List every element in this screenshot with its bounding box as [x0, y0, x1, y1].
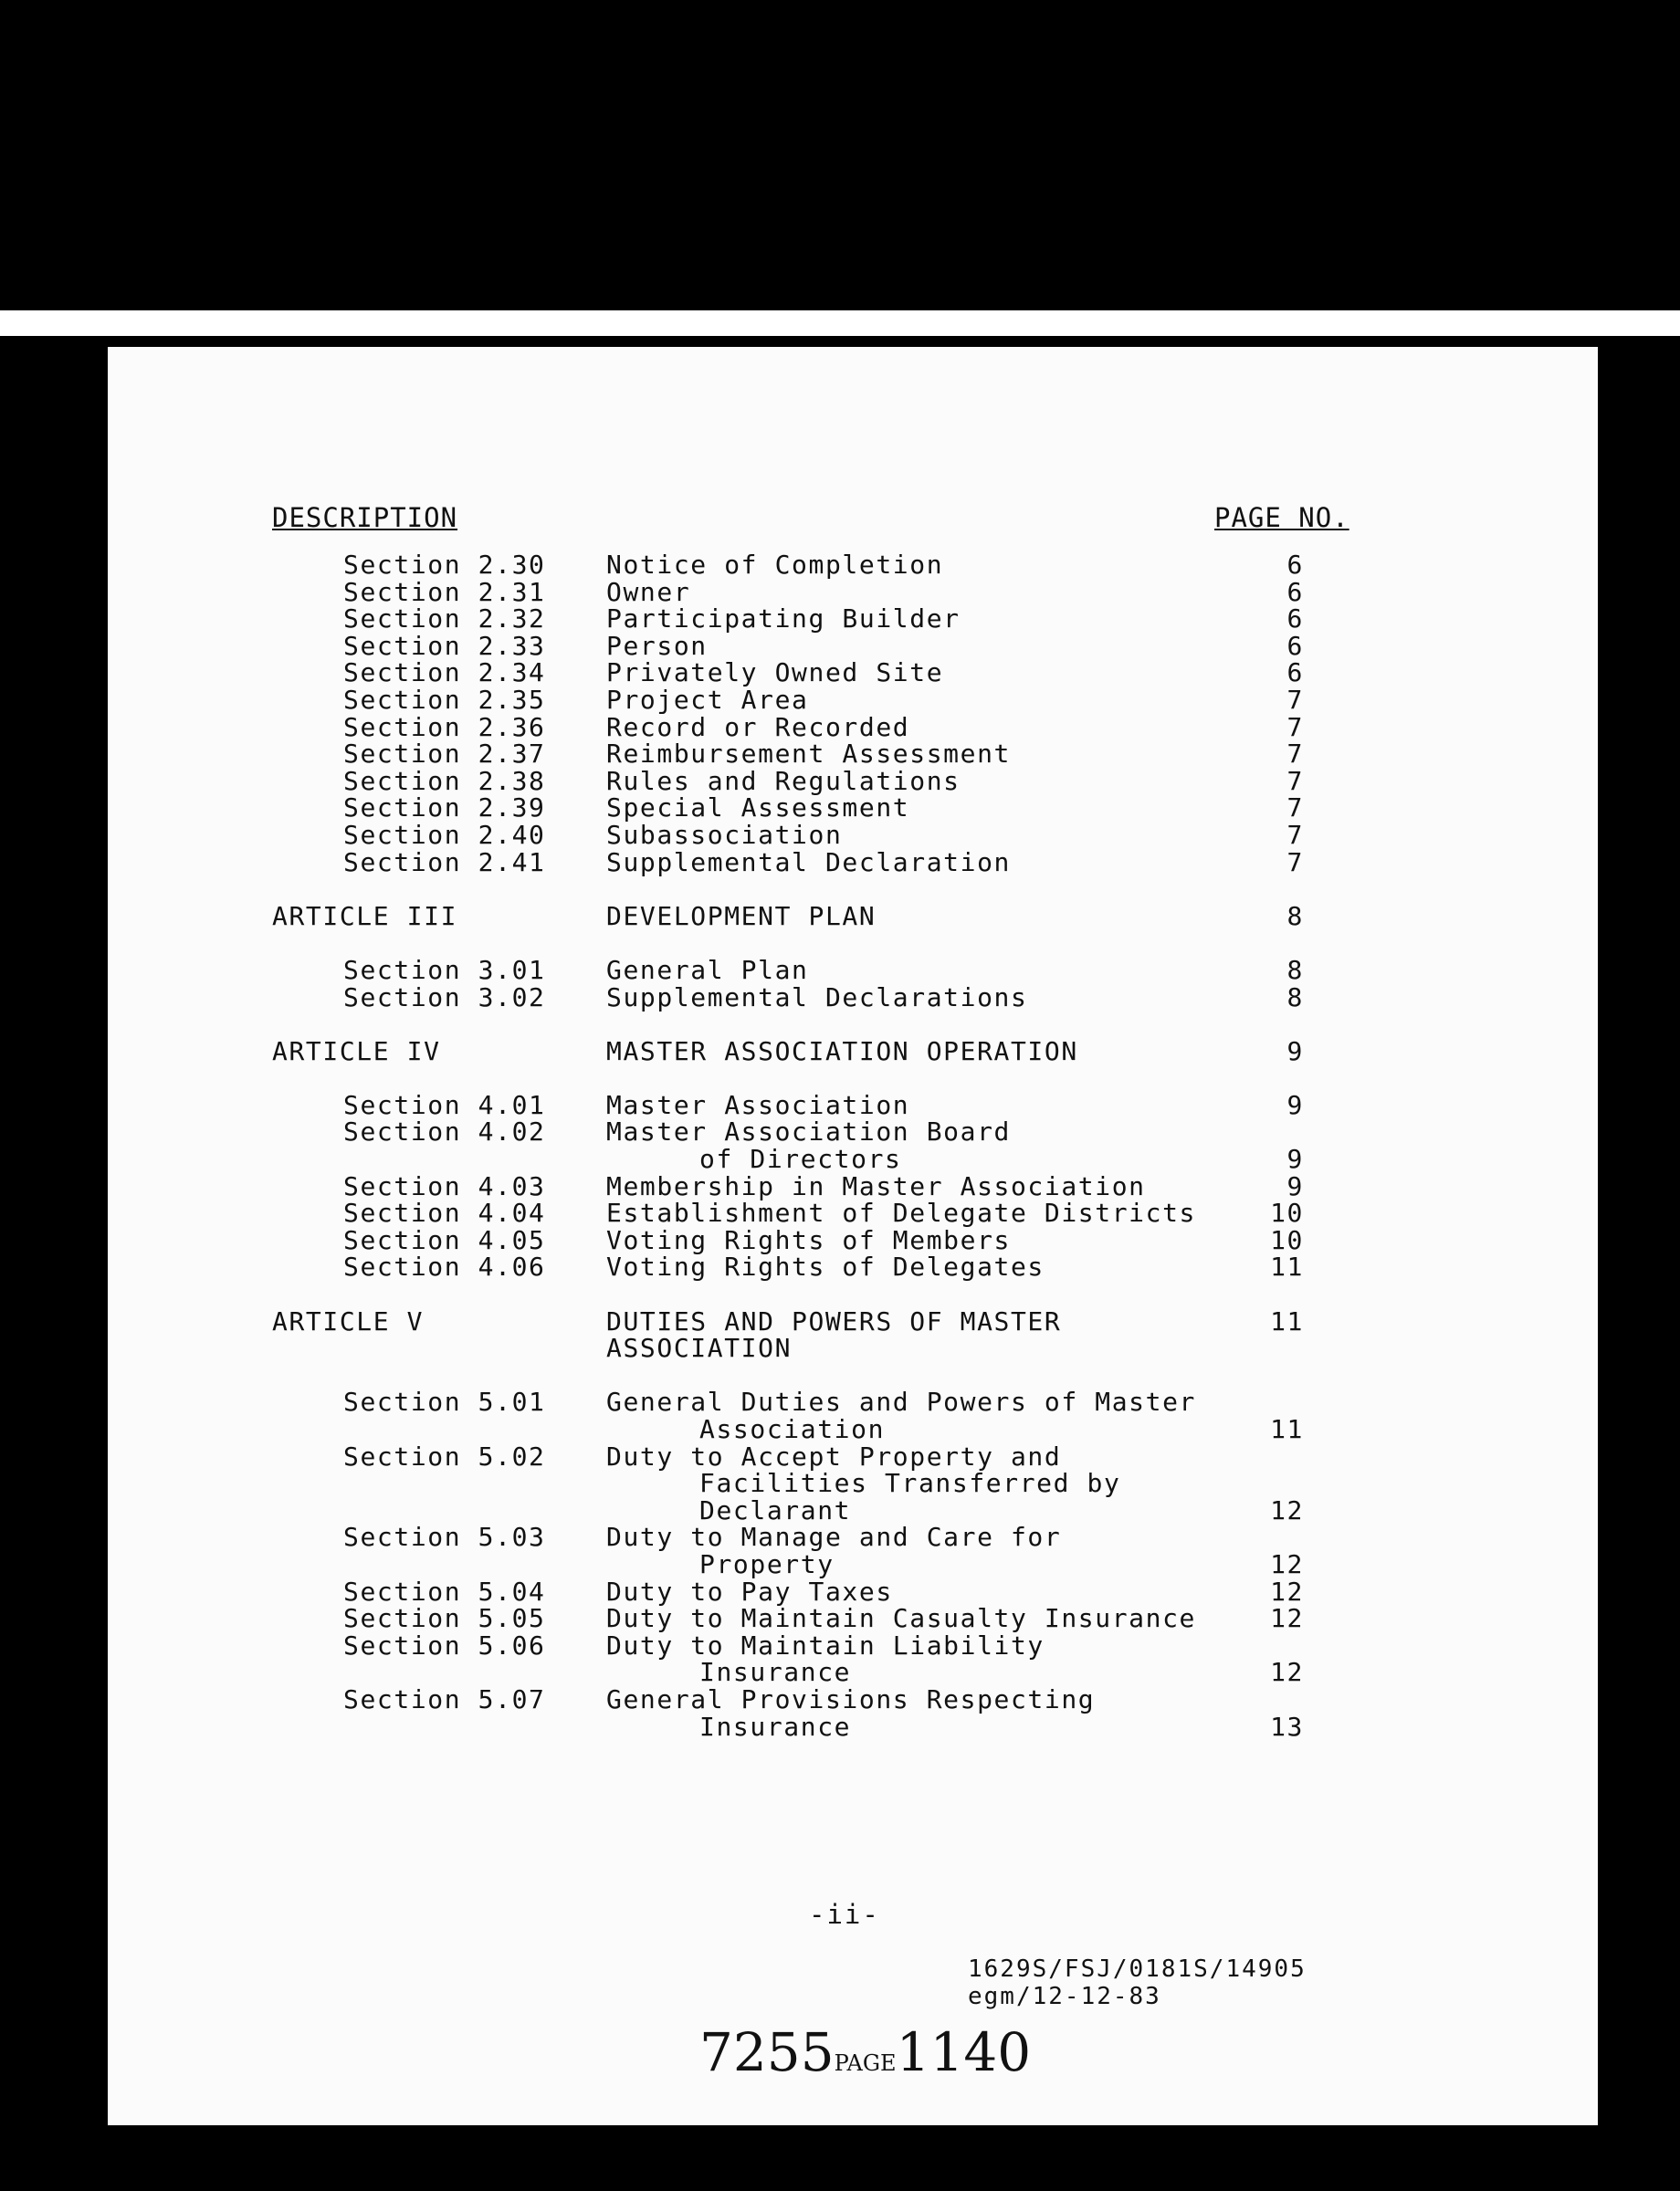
toc-row-continued	[108, 1549, 1598, 1577]
toc-label: Section 5.05	[343, 1603, 546, 1634]
article-title: DEVELOPMENT PLAN	[606, 900, 877, 931]
toc-title-continued: of Directors	[699, 1144, 902, 1175]
toc-page-number: 6	[1286, 576, 1304, 607]
toc-row	[108, 954, 1598, 985]
toc-page-number: 9	[1286, 1089, 1304, 1120]
toc-title: Project Area	[606, 684, 809, 715]
toc-row-continued	[108, 1468, 1598, 1499]
toc-page-number: 6	[1286, 550, 1304, 580]
toc-page-number: 11	[1270, 1252, 1304, 1283]
toc-page-number: 8	[1286, 954, 1304, 985]
description-heading: DESCRIPTION	[272, 502, 458, 533]
toc-page-number: 7	[1286, 739, 1304, 770]
toc-page-number: 12	[1270, 1494, 1304, 1525]
toc-label: Section 5.04	[343, 1576, 546, 1607]
toc-label: Section 5.06	[343, 1630, 546, 1661]
toc-label: Section 2.37	[343, 739, 546, 770]
toc-label: Section 2.33	[343, 630, 546, 661]
toc-title: Duty to Accept Property and	[606, 1441, 1062, 1472]
toc-page-number: 9	[1286, 1035, 1304, 1066]
toc-page-number: 10	[1270, 1198, 1304, 1229]
toc-title: Voting Rights of Delegates	[606, 1252, 1045, 1283]
page-no-heading: PAGE NO.	[1214, 502, 1349, 533]
toc-label: Section 2.32	[343, 603, 546, 634]
toc-row	[108, 576, 1598, 607]
toc-row	[108, 657, 1598, 688]
toc-title: Participating Builder	[606, 603, 961, 634]
toc-article-row	[108, 1305, 1598, 1337]
toc-page-number: 12	[1270, 1603, 1304, 1634]
toc-title: Duty to Manage and Care for	[606, 1522, 1062, 1553]
toc-page-number: 11	[1270, 1414, 1304, 1444]
toc-row	[108, 1171, 1598, 1199]
article-title-continued: ASSOCIATION	[606, 1333, 793, 1364]
article-label: ARTICLE III	[272, 900, 458, 931]
toc-page-number: 9	[1286, 1144, 1304, 1175]
toc-page-number: 6	[1286, 603, 1304, 634]
toc-label: Section 2.41	[343, 846, 546, 877]
toc-label: Section 3.01	[343, 954, 546, 985]
toc-row	[108, 1252, 1598, 1283]
toc-row-continued	[108, 1414, 1598, 1444]
toc-title: Reimbursement Assessment	[606, 739, 1011, 770]
toc-row	[108, 711, 1598, 742]
toc-title-continued: Facilities Transferred by	[699, 1468, 1121, 1499]
toc-page	[108, 347, 1598, 2125]
toc-label: Section 4.01	[343, 1089, 546, 1120]
toc-row	[108, 603, 1598, 634]
toc-label: Section 5.07	[343, 1683, 546, 1714]
toc-page-number: 8	[1286, 981, 1304, 1012]
toc-row-continued	[108, 1144, 1598, 1175]
document-reference: 1629S/FSJ/0181S/14905	[968, 1955, 1307, 1983]
article-title: DUTIES AND POWERS OF MASTER	[606, 1305, 1062, 1337]
toc-page-number: 10	[1270, 1224, 1304, 1255]
toc-label: Section 2.40	[343, 819, 546, 850]
toc-row	[108, 739, 1598, 770]
toc-title-continued: Insurance	[699, 1711, 852, 1742]
toc-title: Master Association Board	[606, 1116, 1011, 1148]
toc-row	[108, 1089, 1598, 1120]
toc-label: Section 5.02	[343, 1441, 546, 1472]
toc-title: Establishment of Delegate Districts	[606, 1198, 1197, 1229]
toc-row	[108, 1441, 1598, 1472]
toc-title: Privately Owned Site	[606, 657, 944, 688]
toc-title: General Duties and Powers of Master	[606, 1387, 1197, 1418]
toc-row-continued	[108, 1657, 1598, 1688]
article-title: MASTER ASSOCIATION OPERATION	[606, 1035, 1078, 1066]
toc-page-number: 6	[1286, 630, 1304, 661]
toc-title-continued: Property	[699, 1548, 835, 1579]
toc-row	[108, 630, 1598, 661]
toc-row	[108, 847, 1598, 875]
toc-row-continued	[108, 1711, 1598, 1742]
toc-page-number: 11	[1270, 1305, 1304, 1337]
toc-row	[108, 684, 1598, 715]
toc-page-number: 7	[1286, 711, 1304, 742]
stamp-book-number: 7255	[699, 2021, 835, 2083]
toc-title: Notice of Completion	[606, 550, 944, 580]
toc-row-continued	[108, 1495, 1598, 1523]
toc-page-number: 7	[1286, 846, 1304, 877]
toc-page-number: 7	[1286, 765, 1304, 796]
toc-title: General Provisions Respecting	[606, 1683, 1096, 1714]
toc-title: Record or Recorded	[606, 711, 910, 742]
toc-title: Person	[606, 630, 708, 661]
toc-label: Section 4.03	[343, 1170, 546, 1201]
toc-label: Section 2.30	[343, 550, 546, 580]
toc-label: Section 2.31	[343, 576, 546, 607]
article-label: ARTICLE V	[272, 1305, 425, 1337]
toc-article-row	[108, 1036, 1598, 1064]
toc-page-number: 12	[1270, 1657, 1304, 1688]
toc-title: Duty to Maintain Casualty Insurance	[606, 1603, 1197, 1634]
toc-page-number: 6	[1286, 657, 1304, 688]
toc-label: Section 4.04	[343, 1198, 546, 1229]
stamp-page-label: PAGE	[834, 2050, 897, 2076]
toc-row	[108, 1522, 1598, 1553]
toc-title: Subassociation	[606, 819, 843, 850]
scan-border-rule	[0, 310, 1680, 336]
toc-article-row	[108, 900, 1598, 931]
toc-title-continued: Association	[699, 1414, 886, 1444]
stamp-page-number: 1140	[896, 2021, 1032, 2083]
toc-row	[108, 550, 1598, 580]
toc-page-number: 12	[1270, 1548, 1304, 1579]
toc-title-continued: Insurance	[699, 1657, 852, 1688]
article-label: ARTICLE IV	[272, 1035, 441, 1066]
toc-label: Section 4.06	[343, 1252, 546, 1283]
toc-label: Section 2.35	[343, 684, 546, 715]
toc-page-number: 7	[1286, 792, 1304, 823]
toc-page-number: 7	[1286, 684, 1304, 715]
toc-label: Section 2.36	[343, 711, 546, 742]
toc-title: Supplemental Declarations	[606, 981, 1028, 1012]
toc-row	[108, 1116, 1598, 1148]
toc-article-row-continued	[108, 1333, 1598, 1364]
toc-row	[108, 792, 1598, 823]
toc-label: Section 2.34	[343, 657, 546, 688]
toc-title: Special Assessment	[606, 792, 910, 823]
toc-label: Section 2.38	[343, 765, 546, 796]
toc-title: Duty to Pay Taxes	[606, 1576, 893, 1607]
document-page	[108, 347, 1598, 2125]
toc-row	[108, 765, 1598, 796]
toc-title: General Plan	[606, 954, 809, 985]
toc-row	[108, 819, 1598, 850]
toc-page-number: 12	[1270, 1576, 1304, 1607]
toc-row	[108, 1603, 1598, 1634]
toc-row	[108, 1387, 1598, 1418]
toc-label: Section 5.03	[343, 1522, 546, 1553]
toc-title: Membership in Master Association	[606, 1170, 1146, 1201]
toc-title: Supplemental Declaration	[606, 846, 1011, 877]
toc-label: Section 2.39	[343, 792, 546, 823]
table-of-contents	[108, 550, 1598, 1742]
page-number: -ii-	[809, 1899, 880, 1930]
toc-page-number: 8	[1286, 900, 1304, 931]
toc-page-number: 9	[1286, 1170, 1304, 1201]
toc-title: Voting Rights of Members	[606, 1224, 1011, 1255]
toc-row	[108, 1225, 1598, 1253]
toc-label: Section 4.05	[343, 1224, 546, 1255]
toc-row	[108, 982, 1598, 1010]
toc-label: Section 4.02	[343, 1116, 546, 1148]
toc-page-number: 13	[1270, 1711, 1304, 1742]
toc-row	[108, 1630, 1598, 1661]
document-date-reference: egm/12-12-83	[968, 1983, 1161, 2010]
toc-label: Section 3.02	[343, 981, 546, 1012]
toc-title: Duty to Maintain Liability	[606, 1630, 1045, 1661]
toc-row	[108, 1684, 1598, 1712]
toc-row	[108, 1198, 1598, 1229]
toc-page-number: 7	[1286, 819, 1304, 850]
toc-title: Master Association	[606, 1089, 910, 1120]
toc-row	[108, 1576, 1598, 1607]
toc-title-continued: Declarant	[699, 1494, 852, 1525]
recording-stamp	[699, 2021, 1031, 2083]
toc-title: Owner	[606, 576, 691, 607]
toc-label: Section 5.01	[343, 1387, 546, 1418]
toc-title: Rules and Regulations	[606, 765, 961, 796]
